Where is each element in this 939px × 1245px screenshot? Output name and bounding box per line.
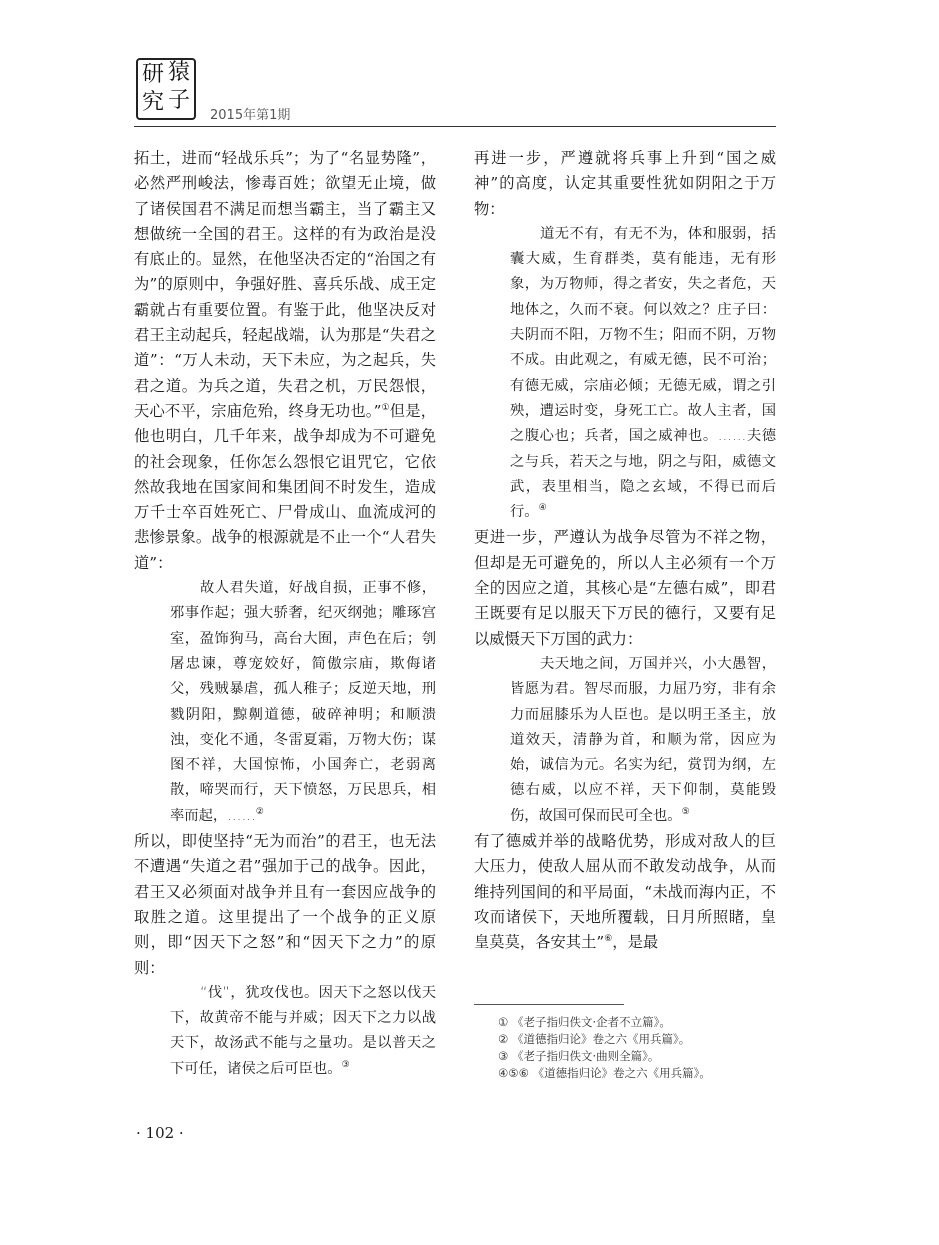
text: 故人君失道，好战自损，正事不修，邪事作起；强大骄奢，纪灭纲弛；雕琢宫室，盈饰狗马，高台大囿，声色在后；刳屠忠谏，尊宠姣好，简傲宗庙，欺侮诸父，残贼暴虐，孤人稚子；反逆天地，刑戮阴阳，黥劓道德，破碎神明；和顺溃浊，变化不通，冬雷夏霜，万物大伤；谋图不祥，大国惊怖，小国奔亡，老弱离散，啼哭而行，天下愤怒，万民思兵，相率而起，…… xyxy=(170,580,436,824)
logo-char: 子 xyxy=(168,88,191,113)
footnote-ref: ② xyxy=(255,806,264,817)
paragraph: 更进一步，严遵认为战争尽管为不祥之物，但却是无可避免的，所以人主必须有一个万全的因应之道，其核心是“左德右威”，即君王既要有足以服天下万民的德行，又要有足以威慑天下万国的武力： xyxy=(474,528,776,648)
footnote-ref: ⑥ xyxy=(604,934,613,945)
text: “伐”，犹攻伐也。因天下之怒以伐天下，故黄帝不能与并威；因天下之力以战天下，故汤武不能与之量功。是以普天之下可任，诸侯之后可臣也。 xyxy=(170,984,436,1077)
paragraph xyxy=(134,146,436,576)
block-quote xyxy=(510,222,776,526)
footnote: ① 《老子指归佚文·企者不立篇》。 xyxy=(498,1015,671,1029)
paragraph xyxy=(474,829,776,955)
paragraph: 所以，即使坚持“无为而治”的君王，也无法不遭遇“失道之君”强加于己的战争。因此，君王又必须面对战争并且有一套因应战争的取胜之道。这里提出了一个战争的正义原则，即“因天下之怒”和“因天下之力”的原则： xyxy=(134,832,436,977)
block-quote xyxy=(170,576,436,829)
footnote-ref: ④ xyxy=(538,503,547,514)
footnote-ref: ① xyxy=(381,402,390,413)
logo-char: 研 xyxy=(142,62,165,87)
text: 有了德威并举的战略优势，形成对敌人的巨大压力，使敌人屈从而不敢发动战争，从而维持列国间的和平局面，“未战而海内正，不攻而诸侯下，天地所覆载，日月所照睹，皇皇莫莫，各安其土” xyxy=(474,832,776,952)
text: 拓土，进而“轻战乐兵”；为了“名显势隆”，必然严刑峻法，惨毒百姓；欲望无止境，做了诸侯国君不满足而想当霸主，当了霸主又想做统一全国的君王。这样的有为政治是没有底止的。显然，在他坚决否定的“治国之有为”的原则中，争强好胜、喜兵乐战、成王定霸就占有重要位置。有鉴于此，他坚决反对君王主动起兵，轻起战端，认为那是“失君之道”：“万人未动，天下未应，为之起兵，失君之道。为兵之道，失君之机，万民怨恨，天心不平，宗庙危殆，终身无功也。” xyxy=(134,149,436,420)
footnote-ref: ③ xyxy=(341,1059,350,1070)
journal-logo xyxy=(136,58,196,120)
footnote-rule xyxy=(474,1004,624,1005)
text: 但是，他也明白，几千年来，战争却成为不可避免的社会现象，任你怎么怨恨它诅咒它，它依然故我地在国家间和集团间不时发生，造成万千士卒百姓死亡、尸骨成山、血流成河的悲惨景象。战争的根源就是不止一个“人君失道”： xyxy=(134,401,436,572)
page-number: · 102 · xyxy=(136,1124,184,1142)
footnote-ref: ⑤ xyxy=(681,806,690,817)
logo-char: 究 xyxy=(142,90,165,115)
issue-label: 2015年第1期 xyxy=(210,108,291,123)
text: 道无不有，有无不为，体和服弱，括囊大威，生育群类，莫有能违，无有形象，为万物师，得之者安，失之者危，天地体之，久而不衰。何以效之？庄子曰：夫阴而不阳，万物不生；阳而不阴，万物不成。由此观之，有威无德，民不可治；有德无威，宗庙必倾；无德无威，谓之引殃，遭运时变，身死工亡。故人主者，国之腹心也；兵者，国之威神也。……夫德之与兵，若天之与地，阴之与阳，威德文武，表里相当，隐之玄域，不得已而后行。 xyxy=(510,225,776,521)
footnotes xyxy=(498,1014,788,1082)
block-quote xyxy=(170,981,436,1082)
left-column xyxy=(134,146,436,1082)
footnote: ② 《道德指归论》卷之六《用兵篇》。 xyxy=(498,1032,691,1046)
text: 夫天地之间，万国并兴，小大愚智，皆愿为君。智尽而服，力屈乃穷，非有余力而屈膝乐为人臣也。是以明王圣主，放道效天，清静为首，和顺为常，因应为始，诚信为元。名实为纪，赏罚为纲，左德右威，以应不祥，天下仰制，莫能毁伤，故国可保而民可全也。 xyxy=(510,655,776,824)
logo-char: 猿 xyxy=(168,60,191,85)
footnote: ③ 《老子指归佚文·曲则全篇》。 xyxy=(498,1049,660,1063)
header-rule xyxy=(134,126,776,127)
right-column xyxy=(474,146,776,956)
block-quote xyxy=(510,652,776,829)
footnote: ④⑤⑥ 《道德指归论》卷之六《用兵篇》。 xyxy=(498,1066,711,1080)
paragraph: 再进一步，严遵就将兵事上升到“国之威神”的高度，认定其重要性犹如阴阳之于万物： xyxy=(474,149,776,218)
text: ，是最 xyxy=(612,933,659,952)
